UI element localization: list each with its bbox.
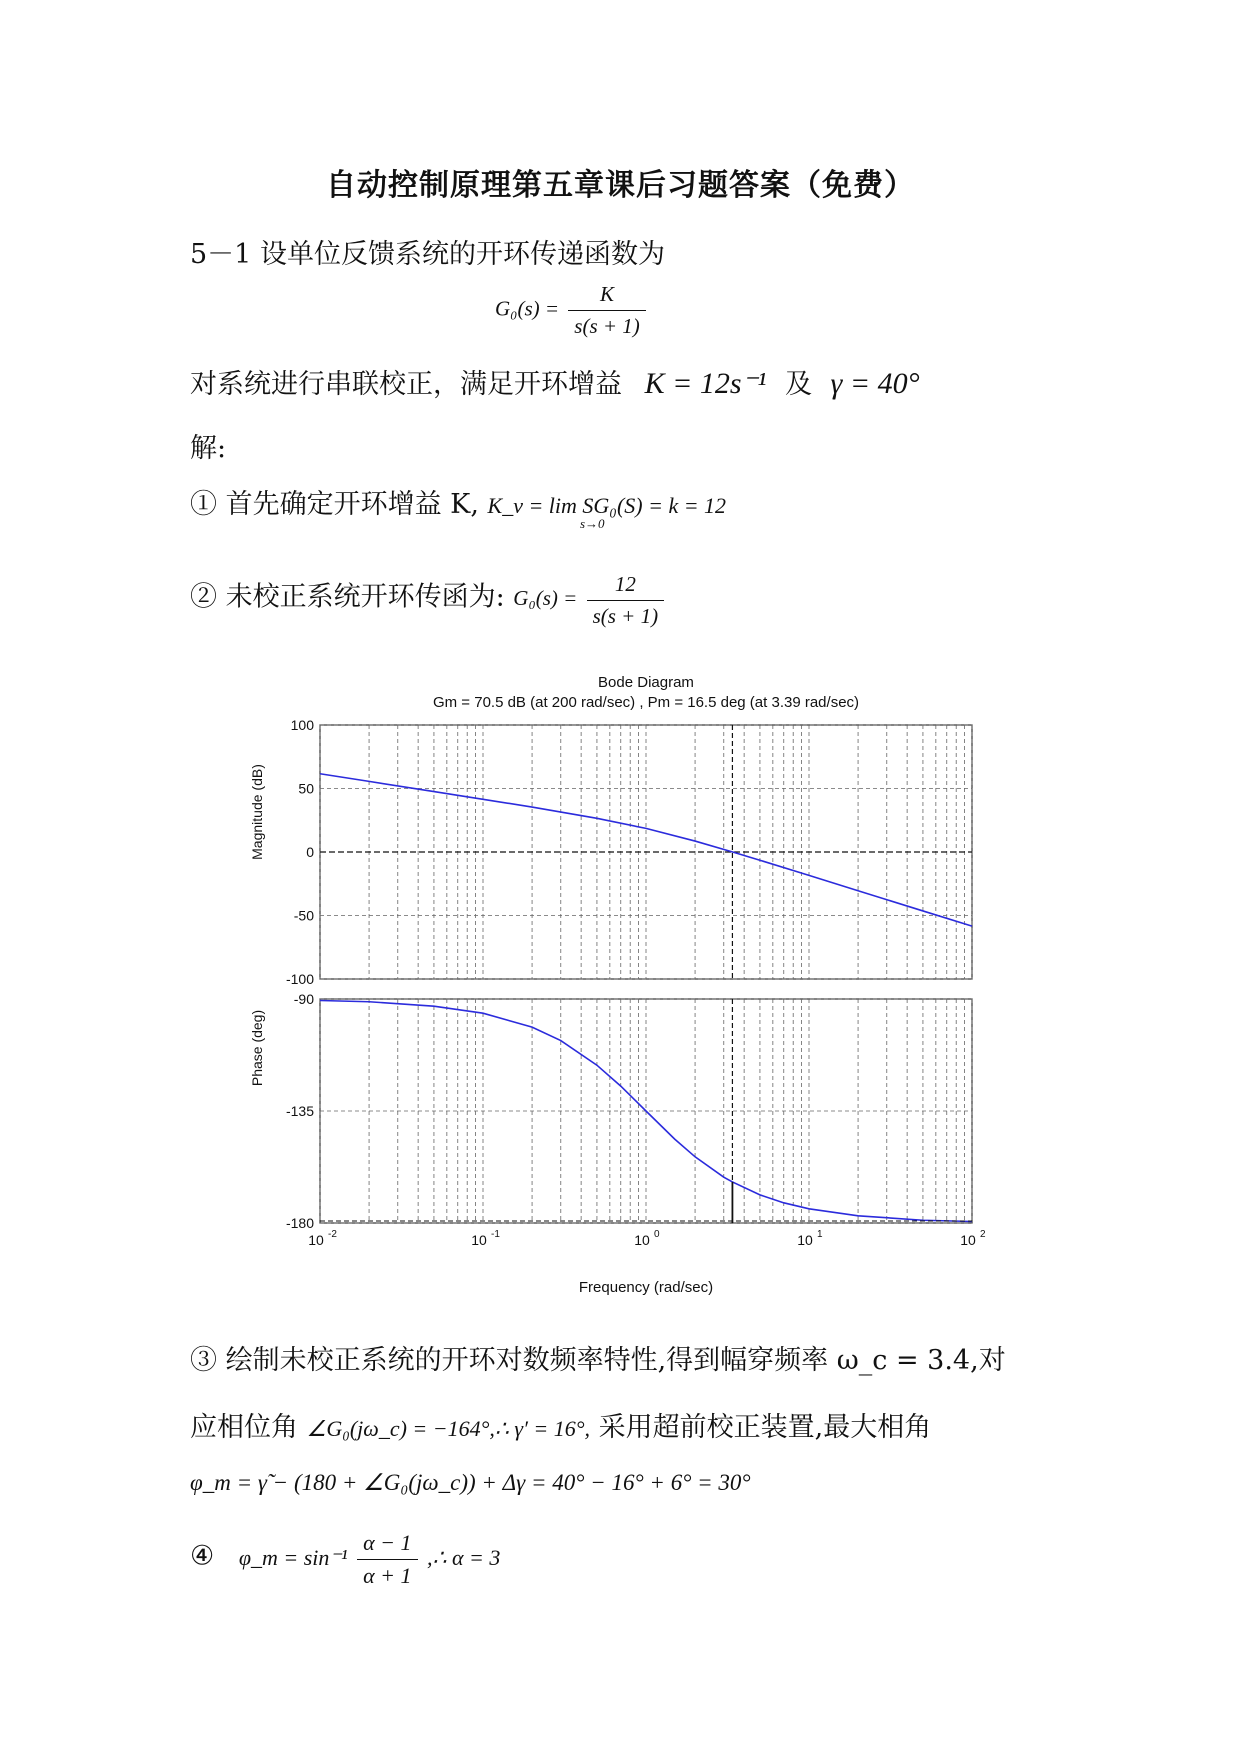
tf-denominator: s(s + 1)	[574, 314, 640, 338]
step4-lhs: φ_m = sin⁻¹	[238, 1544, 348, 1570]
step4-numerator: α − 1	[357, 1530, 417, 1560]
phase-ytick-label: -180	[285, 1215, 314, 1231]
phase-ylabel: Phase (deg)	[249, 1009, 265, 1087]
step3-line2-text: 应相位角	[190, 1412, 298, 1443]
step4-denominator: α + 1	[363, 1563, 412, 1588]
doc-title: 自动控制原理第五章课后习题答案（免费）	[326, 168, 915, 203]
step-3-line-2	[190, 1405, 931, 1444]
step-2	[190, 572, 668, 629]
requirement-text: 对系统进行串联校正，满足开环增益	[190, 369, 622, 400]
tf-numerator: K	[568, 282, 646, 311]
chart-subtitle: Gm = 70.5 dB (at 200 rad/sec) , Pm = 16.5 deg (at 3.39 rad/sec)	[432, 694, 860, 711]
solution-label: 解:	[190, 433, 227, 464]
problem-statement: 5－1 设单位反馈系统的开环传递函数为	[190, 239, 665, 270]
requirement-gain: K = 12s⁻¹	[644, 367, 767, 400]
x-tick-exponent: 1	[817, 1229, 823, 1240]
x-tick-label: 10	[308, 1232, 324, 1248]
tf-lhs: G₀(s) =	[495, 296, 560, 321]
x-tick-label: 10	[471, 1232, 487, 1248]
step-1	[190, 482, 727, 531]
step1-text: ① 首先确定开环增益 K,	[190, 489, 479, 520]
x-tick-exponent: -2	[328, 1229, 337, 1240]
step2-denominator: s(s + 1)	[592, 604, 659, 628]
x-axis-label: Frequency (rad/sec)	[578, 1279, 714, 1296]
step2-fraction	[587, 572, 665, 629]
x-tick-label: 10	[960, 1232, 976, 1248]
chart-title: Bode Diagram	[598, 674, 694, 691]
step-3-line-3: φ_m = γ̃ − (180 + ∠G₀(jω_c)) + Δγ = 40° − 16° + 6° = 30°	[190, 1470, 751, 1495]
phase-ytick-label: -135	[285, 1103, 314, 1119]
magnitude-ytick-label: 50	[298, 780, 314, 797]
bode-diagram	[230, 665, 1010, 1309]
step2-numerator: 12	[587, 572, 665, 601]
x-tick-label: 10	[634, 1232, 650, 1248]
tf-fraction	[568, 282, 646, 339]
step4-tail: ,∴ α = 3	[427, 1544, 501, 1570]
magnitude-ytick-label: 0	[306, 844, 314, 860]
step3-line2-math: ∠G₀(jω_c) = −164°,∴ γ′ = 16°,	[306, 1416, 591, 1441]
bode-svg	[230, 665, 1010, 1305]
requirement-and: 及	[784, 369, 812, 400]
requirement-line	[190, 362, 920, 401]
transfer-function-eq	[495, 282, 650, 339]
requirement-pm: γ = 40°	[830, 367, 920, 400]
x-tick-label: 10	[797, 1232, 813, 1248]
magnitude-ytick-label: -50	[293, 907, 314, 924]
step1-limit: s→0	[580, 516, 605, 531]
phase-ytick-label: -90	[293, 991, 314, 1007]
magnitude-ytick-label: -100	[285, 971, 314, 987]
step-4	[190, 1530, 500, 1589]
magnitude-ylabel: Magnitude (dB)	[249, 764, 265, 860]
step3-line2-tail: 采用超前校正装置,最大相角	[598, 1412, 932, 1443]
magnitude-ytick-label: 100	[290, 717, 314, 733]
x-tick-exponent: 0	[654, 1229, 660, 1240]
step1-math: K_v = lim SG₀(S) = k = 12	[487, 493, 727, 518]
step4-fraction	[357, 1530, 417, 1589]
step2-text: ② 未校正系统开环传函为:	[190, 581, 505, 613]
step4-prefix: ④	[190, 1540, 215, 1572]
step2-lhs: G₀(s) =	[513, 586, 578, 611]
step-3-line-1: ③ 绘制未校正系统的开环对数频率特性,得到幅穿频率 ω_c = 3.4,对	[190, 1345, 1006, 1376]
x-tick-exponent: 2	[980, 1229, 986, 1240]
x-tick-exponent: -1	[491, 1229, 500, 1240]
